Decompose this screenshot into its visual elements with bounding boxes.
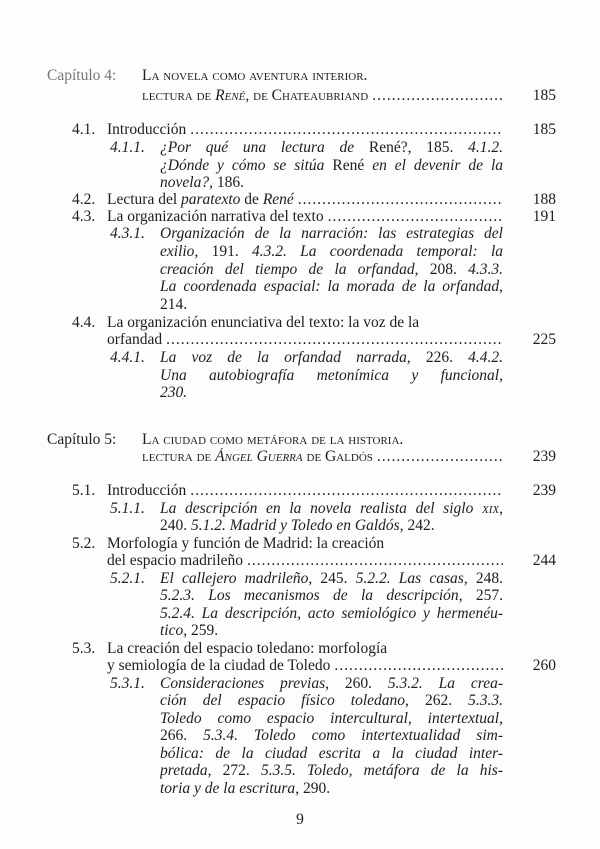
text: , 191. bbox=[194, 243, 252, 260]
text: , 208. bbox=[414, 261, 469, 278]
entry-title bbox=[107, 208, 324, 226]
toc-line-sub bbox=[0, 500, 600, 518]
text: , 262. bbox=[405, 692, 469, 709]
entry-title bbox=[160, 225, 503, 242]
italic-text: novela? bbox=[160, 174, 210, 191]
dot-leader bbox=[166, 331, 503, 349]
italic-text: 5.2.3. Los mecanismos de la descripción bbox=[160, 587, 459, 604]
toc-line-sec-nopage bbox=[0, 640, 600, 658]
italic-text: 5.2.4. La descripción, acto semiológico y hermenéu- bbox=[160, 605, 503, 622]
toc-line-ch-cont bbox=[0, 448, 600, 466]
toc-line-sub-cont bbox=[0, 745, 600, 763]
entry-title bbox=[142, 431, 403, 448]
text: Introducción bbox=[107, 121, 187, 138]
section-number: 5.1. bbox=[72, 482, 96, 499]
entry-title bbox=[142, 448, 373, 466]
dot-leader bbox=[298, 191, 503, 209]
entry-title bbox=[160, 762, 503, 779]
section-number: 4.1.1. bbox=[110, 139, 145, 156]
italic-text: 5.2.2. Las casas bbox=[355, 570, 464, 587]
toc-line-ch-head bbox=[0, 431, 600, 449]
toc-line-sub-cont bbox=[0, 762, 600, 780]
text: lectura de bbox=[142, 448, 216, 465]
text: , 260. bbox=[325, 675, 388, 692]
toc-line-sub-cont bbox=[0, 367, 600, 385]
text: orfandad bbox=[107, 331, 163, 348]
text: Lectura del bbox=[107, 191, 182, 208]
italic-text: tico bbox=[160, 622, 184, 639]
text: La organización narrativa del texto bbox=[107, 208, 324, 225]
toc-line-sub-cont bbox=[0, 278, 600, 296]
toc-line-sec bbox=[0, 482, 600, 500]
italic-text: Toledo como espacio intercultural, intertextual bbox=[160, 710, 500, 727]
toc-line-sub-cont bbox=[0, 727, 600, 745]
toc-line-sub-cont bbox=[0, 243, 600, 261]
text: , 272. bbox=[207, 762, 261, 779]
text: , bbox=[499, 278, 503, 295]
italic-text: 5.3.4. Toledo como intertextualidad sim- bbox=[203, 727, 503, 744]
italic-text: René bbox=[262, 191, 294, 208]
italic-text: 5.3.5. Toledo, metáfora de la his- bbox=[260, 762, 503, 779]
italic-text: Organización de la narración: las estrategias del bbox=[160, 225, 503, 242]
page-reference: 260 bbox=[532, 657, 556, 674]
text: 214. bbox=[160, 296, 188, 313]
toc-line-sec bbox=[0, 208, 600, 226]
text: , 245. bbox=[308, 570, 356, 587]
text: La creación del espacio toledano: morfología bbox=[107, 640, 388, 657]
text: ?, 185. bbox=[400, 139, 469, 156]
toc-line-sec bbox=[0, 191, 600, 209]
italic-text: Una autobiografía metonímica y funcional bbox=[160, 367, 500, 384]
entry-title bbox=[107, 191, 294, 209]
text: La organización enunciativa del texto: la voz de la bbox=[107, 314, 420, 331]
section-number: 4.4.1. bbox=[110, 349, 145, 366]
section-number: 5.1.1. bbox=[110, 500, 145, 517]
entry-title bbox=[107, 535, 384, 552]
italic-text: pretada bbox=[160, 762, 208, 779]
entry-title bbox=[107, 552, 243, 570]
page-reference: 185 bbox=[532, 87, 556, 104]
entry-title bbox=[160, 622, 218, 639]
toc-line-sec-cont bbox=[0, 331, 600, 349]
toc-line-sub bbox=[0, 225, 600, 243]
section-number: 5.3. bbox=[72, 640, 96, 657]
text: , 290. bbox=[295, 780, 331, 797]
chapter-label: Capítulo 5: bbox=[47, 431, 117, 448]
entry-title bbox=[107, 482, 186, 500]
entry-title bbox=[107, 331, 162, 349]
text: , 259. bbox=[183, 622, 219, 639]
text: de bbox=[240, 191, 263, 208]
toc-line-sec-nopage bbox=[0, 314, 600, 332]
text: , bbox=[499, 367, 503, 384]
italic-text: René, bbox=[215, 87, 250, 104]
entry-title bbox=[160, 139, 503, 156]
page-number: 9 bbox=[296, 811, 304, 828]
italic-text: 4.1.2. bbox=[468, 139, 503, 156]
text: del espacio madrileño bbox=[107, 552, 244, 569]
italic-text: 230. bbox=[160, 384, 188, 401]
toc-line-sub-cont bbox=[0, 622, 600, 640]
section-number: 5.2. bbox=[72, 535, 96, 552]
text: de Chateaubriand bbox=[249, 87, 369, 104]
text: René bbox=[332, 157, 365, 174]
dot-leader bbox=[377, 448, 503, 466]
entry-title bbox=[160, 174, 244, 191]
section-number: 5.3.1. bbox=[110, 675, 145, 692]
text: , bbox=[499, 500, 503, 517]
italic-text: creación del tiempo de la orfandad bbox=[160, 261, 415, 278]
toc-line-sub bbox=[0, 349, 600, 367]
entry-title bbox=[107, 640, 387, 657]
toc-line-sub bbox=[0, 675, 600, 693]
section-number: 4.3.1. bbox=[110, 225, 145, 242]
entry-title bbox=[160, 780, 330, 797]
text: , 257. bbox=[458, 587, 503, 604]
text: , 242. bbox=[399, 517, 435, 534]
entry-title bbox=[160, 296, 187, 313]
toc-line-sub-cont bbox=[0, 157, 600, 175]
entry-title bbox=[142, 87, 368, 105]
italic-text: La descripción en la novela realista del siglo bbox=[160, 500, 483, 517]
text: 266. bbox=[160, 727, 204, 744]
text: Morfología y función de Madrid: la creación bbox=[107, 535, 385, 552]
page-reference: 244 bbox=[532, 552, 556, 569]
section-number: 4.1. bbox=[72, 121, 96, 138]
toc-line-sub-cont bbox=[0, 710, 600, 728]
toc-line-sec-nopage bbox=[0, 535, 600, 553]
toc-line-ch-cont bbox=[0, 87, 600, 105]
entry-title bbox=[107, 657, 330, 675]
entry-title bbox=[160, 605, 503, 622]
toc-line-sub-cont bbox=[0, 384, 600, 402]
toc-line-sub-cont bbox=[0, 517, 600, 535]
text: de Galdós bbox=[302, 448, 373, 465]
italic-text: La coordenada espacial: la morada de la orfandad bbox=[160, 278, 500, 295]
toc-line-sub-cont bbox=[0, 780, 600, 798]
dot-leader bbox=[190, 121, 503, 139]
italic-text: toria y de la escritura bbox=[160, 780, 296, 797]
text: , 248. bbox=[463, 570, 503, 587]
text: , 226. bbox=[406, 349, 469, 366]
italic-text: paratexto bbox=[181, 191, 241, 208]
italic-text: El callejero madrileño bbox=[160, 570, 309, 587]
italic-text: exilio bbox=[160, 243, 195, 260]
italic-text: 5.3.3. bbox=[468, 692, 503, 709]
italic-text: Consideraciones previas bbox=[160, 675, 326, 692]
dot-leader bbox=[328, 208, 503, 226]
entry-title bbox=[107, 121, 186, 139]
italic-text: xix bbox=[482, 500, 500, 517]
italic-text: ¿Dónde y cómo se sitúa bbox=[160, 157, 333, 174]
entry-title bbox=[160, 278, 503, 295]
entry-title bbox=[160, 587, 503, 604]
section-number: 4.4. bbox=[72, 314, 96, 331]
entry-title bbox=[160, 517, 435, 534]
toc-line-sub-cont bbox=[0, 261, 600, 279]
italic-text: ción del espacio físico toledano bbox=[160, 692, 406, 709]
entry-title bbox=[160, 710, 503, 727]
entry-title bbox=[160, 261, 503, 278]
entry-title bbox=[142, 67, 367, 84]
toc-line-sub-cont bbox=[0, 692, 600, 710]
toc-line-sec-cont bbox=[0, 657, 600, 675]
toc-line-sub-cont bbox=[0, 587, 600, 605]
toc-line-sub bbox=[0, 570, 600, 588]
entry-title bbox=[160, 570, 503, 587]
toc-line-ch-head bbox=[0, 67, 600, 85]
dot-leader bbox=[190, 482, 503, 500]
toc-line-sec bbox=[0, 121, 600, 139]
text: , bbox=[499, 710, 503, 727]
section-number: 4.2. bbox=[72, 191, 96, 208]
entry-title bbox=[160, 675, 503, 692]
dot-leader bbox=[334, 657, 503, 675]
text: Introducción bbox=[107, 482, 187, 499]
italic-text: 5.3.2. La crea- bbox=[387, 675, 503, 692]
entry-title bbox=[160, 500, 503, 517]
italic-text: 4.3.2. La coordenada temporal: la bbox=[252, 243, 503, 260]
italic-text: ¿Por qué una lectura de bbox=[160, 139, 369, 156]
dot-leader bbox=[247, 552, 503, 570]
italic-text: en el devenir de la bbox=[364, 157, 503, 174]
entry-title bbox=[160, 745, 503, 762]
italic-text: 4.4.2. bbox=[468, 349, 503, 366]
dot-leader bbox=[372, 87, 503, 105]
text: René bbox=[368, 139, 401, 156]
page-reference: 188 bbox=[532, 191, 556, 208]
entry-title bbox=[160, 349, 503, 366]
entry-title bbox=[160, 157, 503, 174]
toc-line-sub-cont bbox=[0, 174, 600, 192]
toc-line-sub bbox=[0, 139, 600, 157]
italic-text: 5.1.2. Madrid y Toledo en Galdós bbox=[191, 517, 400, 534]
text: 240. bbox=[160, 517, 191, 534]
section-number: 4.3. bbox=[72, 208, 96, 225]
italic-text: La voz de la orfandad narrada bbox=[160, 349, 407, 366]
page-reference: 191 bbox=[532, 208, 556, 225]
page-reference: 225 bbox=[532, 331, 556, 348]
entry-title bbox=[107, 314, 419, 331]
page-reference: 185 bbox=[532, 121, 556, 138]
italic-text: 4.3.3. bbox=[468, 261, 503, 278]
section-number: 5.2.1. bbox=[110, 570, 145, 587]
toc-line-sec-cont bbox=[0, 552, 600, 570]
page-reference: 239 bbox=[532, 448, 556, 465]
entry-title bbox=[160, 727, 503, 744]
page-reference: 239 bbox=[532, 482, 556, 499]
entry-title bbox=[160, 243, 503, 260]
entry-title bbox=[160, 692, 503, 709]
italic-text: Ángel Guerra bbox=[215, 448, 303, 465]
toc-line-sub-cont bbox=[0, 605, 600, 623]
entry-title bbox=[160, 367, 503, 384]
text: La ciudad como metáfora de la historia. bbox=[142, 431, 404, 448]
entry-title bbox=[160, 384, 187, 401]
chapter-label: Capítulo 4: bbox=[47, 67, 117, 84]
text: La novela como aventura interior. bbox=[142, 67, 368, 84]
text: lectura de bbox=[142, 87, 216, 104]
toc-line-sub-cont bbox=[0, 296, 600, 314]
text: , 186. bbox=[209, 174, 244, 191]
italic-text: bólica: de la ciudad escrita a la ciudad inter- bbox=[160, 745, 503, 762]
text: y semiología de la ciudad de Toledo bbox=[107, 657, 331, 674]
